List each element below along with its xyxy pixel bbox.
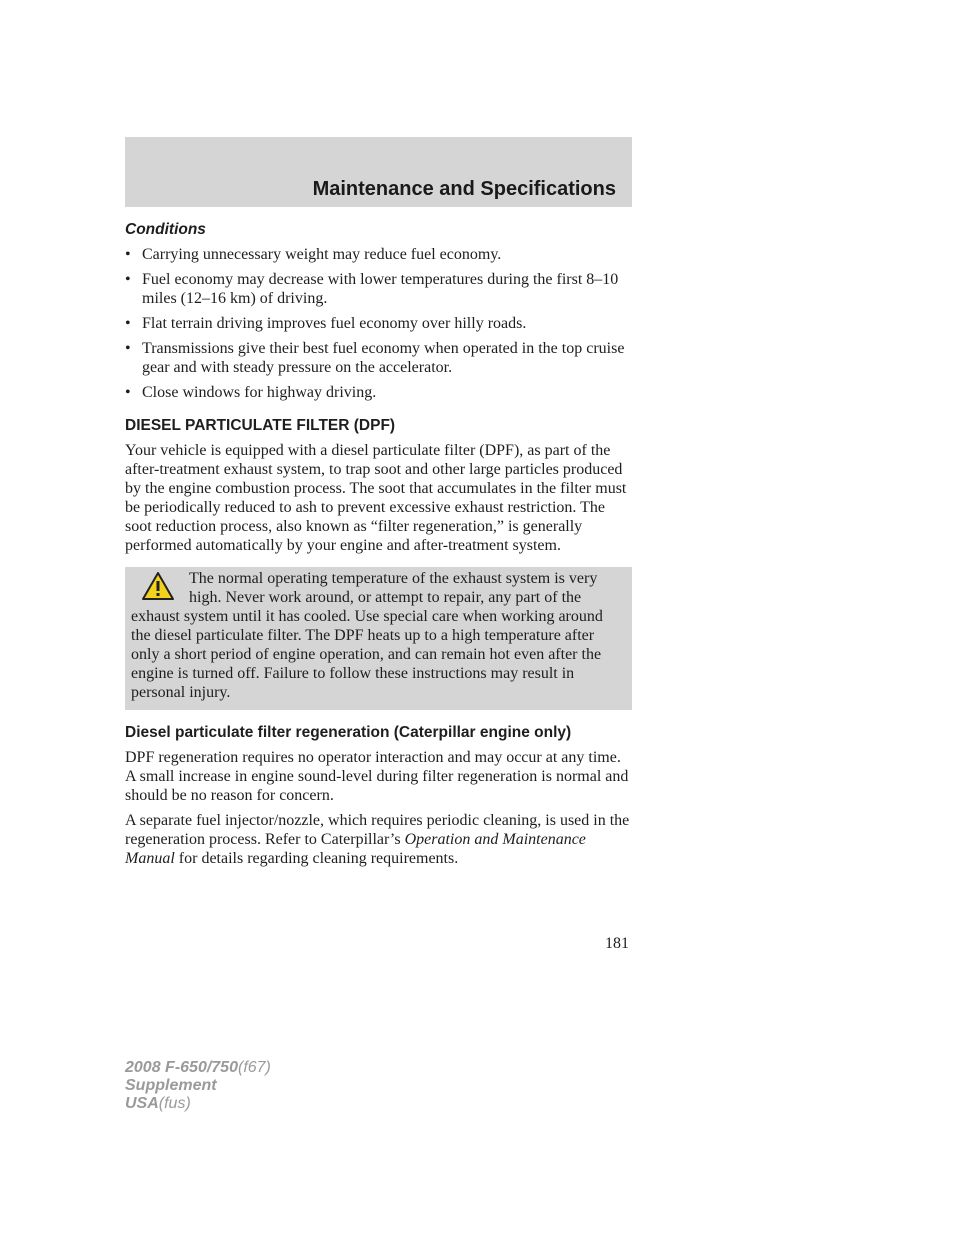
bullet-icon: •: [125, 246, 131, 263]
dpf-paragraph: Your vehicle is equipped with a diesel particulate filter (DPF), as part of the after-treatment exhaust system, to trap soot and other large particles produced by the engine combustion process. The soot that accumulates in the filter must be periodically reduced to ash to prevent excessive exhaust restriction. The soot reduction process, also known as “filter regeneration,” is generally performed automatically by your engine and after-treatment system.: [125, 442, 627, 554]
page-title: Maintenance and Specifications: [312, 178, 616, 200]
list-item: • Close windows for highway driving.: [125, 384, 377, 401]
footer: [125, 1059, 271, 1113]
conditions-heading: Conditions: [125, 221, 206, 238]
bullet-icon: •: [125, 340, 131, 357]
list-item: • Fuel economy may decrease with lower temperatures during the first 8–10 miles (12–16 km) of driving.: [125, 271, 619, 307]
bullet-icon: •: [125, 271, 131, 288]
page-content: [125, 220, 632, 874]
bullet-icon: •: [125, 315, 131, 332]
warning-box: [125, 567, 632, 710]
warning-triangle-icon: [141, 571, 175, 601]
conditions-list: [125, 245, 632, 402]
footer-line-1: 2008 F-650/750(f67): [125, 1059, 271, 1076]
footer-line-2: Supplement: [125, 1077, 217, 1094]
dpf-heading: DIESEL PARTICULATE FILTER (DPF): [125, 417, 396, 434]
footer-line-3: USA(fus): [125, 1095, 191, 1112]
regeneration-heading: Diesel particulate filter regeneration (Caterpillar engine only): [125, 724, 572, 741]
regeneration-paragraph-2: A separate fuel injector/nozzle, which requires periodic cleaning, is used in the regeneration process. Refer to Caterpillar’s Operation and Maintenance Manual for details regarding cleaning requirements.: [125, 812, 630, 867]
list-item: • Transmissions give their best fuel economy when operated in the top cruise gear and with steady pressure on the accelerator.: [125, 340, 625, 376]
regeneration-paragraph-1: DPF regeneration requires no operator interaction and may occur at any time. A small increase in engine sound-level during filter regeneration is normal and should be no reason for concern.: [125, 749, 629, 804]
warning-text: The normal operating temperature of the exhaust system is very high. Never work around, or attempt to repair, any part of the exhaust system until it has cooled. Use special care when working around the diesel particulate filter. The DPF heats up to a high temperature after only a short period of engine operation, and can remain hot even after the engine is turned off. Failure to follow these instructions may result in personal injury.: [131, 570, 603, 701]
header-band: [125, 137, 632, 207]
list-item: • Flat terrain driving improves fuel economy over hilly roads.: [125, 315, 527, 332]
manual-title: Operation and Maintenance Manual: [125, 831, 586, 867]
page-number: 181: [605, 935, 629, 952]
list-item: • Carrying unnecessary weight may reduce fuel economy.: [125, 246, 502, 263]
bullet-icon: •: [125, 384, 131, 401]
